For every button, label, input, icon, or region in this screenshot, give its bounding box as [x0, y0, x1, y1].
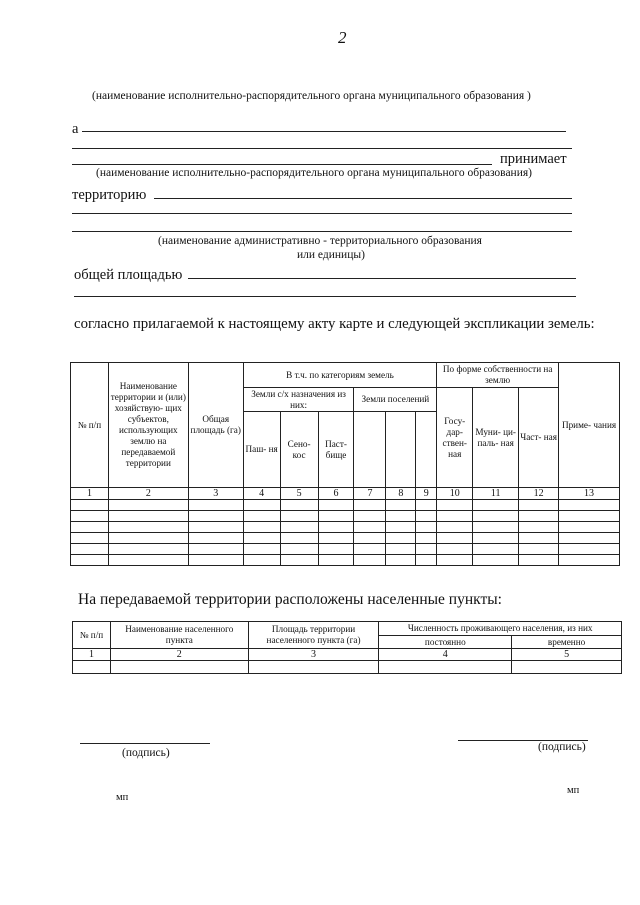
col-header-arable: Паш- ня [243, 412, 280, 488]
col-header-name: Наименование территории и (или) хозяйствую- щих субъектов, использующих землю на передаваемой территории [108, 363, 188, 488]
receiving-body-input-line-3[interactable] [72, 164, 492, 165]
executive-body-caption-1: (наименование исполнительно-распорядительного органа муниципального образования ) [92, 90, 531, 102]
col-header-private: Част- ная [519, 388, 559, 488]
executive-body-caption-2: (наименование исполнительно-распорядительного органа муниципального образования) [96, 167, 532, 179]
col-header-settl-2 [386, 412, 416, 488]
col-header-pasture: Паст- бище [318, 412, 354, 488]
column-number: 5 [512, 649, 622, 661]
settl-col-header-temporary: временно [512, 636, 622, 649]
area-input-line-1[interactable] [188, 278, 576, 279]
table-row [71, 500, 620, 511]
table-row [71, 511, 620, 522]
settl-col-header-name: Наименование населенного пункта [110, 622, 248, 649]
settlements-table [72, 621, 622, 674]
column-number: 6 [318, 488, 354, 500]
column-number: 4 [379, 649, 512, 661]
territory-input-line-1[interactable] [154, 198, 572, 199]
group-header-by-ownership: По форме собственности на землю [437, 363, 559, 388]
left-signature-label: (подпись) [122, 747, 170, 759]
area-label: общей площадью [74, 267, 183, 283]
col-header-no: № п/п [71, 363, 109, 488]
receiving-body-input-line-1[interactable] [82, 131, 566, 132]
right-signature-label: (подпись) [538, 741, 586, 753]
settl-col-header-permanent: постоянно [379, 636, 512, 649]
settlements-heading: На передаваемой территории расположены населенные пункты: [78, 591, 502, 608]
table-row [71, 544, 620, 555]
col-header-settl-3 [416, 412, 437, 488]
area-input-line-2[interactable] [74, 296, 576, 297]
settl-col-header-no: № п/п [73, 622, 111, 649]
column-number: 2 [108, 488, 188, 500]
column-number: 2 [110, 649, 248, 661]
territory-input-line-3[interactable] [72, 231, 572, 232]
column-number: 11 [473, 488, 519, 500]
explication-table [70, 362, 620, 566]
table-row [71, 533, 620, 544]
column-number: 3 [248, 649, 379, 661]
table-row [71, 555, 620, 566]
a-label: а [72, 121, 79, 137]
column-number: 1 [71, 488, 109, 500]
column-number: 12 [519, 488, 559, 500]
column-number: 5 [280, 488, 318, 500]
column-number: 8 [386, 488, 416, 500]
column-number: 1 [73, 649, 111, 661]
subgroup-header-settlements: Земли поселений [354, 388, 437, 412]
col-header-notes: Приме- чания [559, 363, 620, 488]
explication-intro: согласно прилагаемой к настоящему акту карте и следующей экспликации земель: [74, 316, 595, 332]
left-seal-placeholder: мп [116, 792, 129, 803]
territory-label: территорию [72, 187, 147, 203]
subgroup-header-agri: Земли с/х назначения из них: [243, 388, 354, 412]
column-number: 3 [188, 488, 243, 500]
col-header-total-area: Общая площадь (га) [188, 363, 243, 488]
column-number: 13 [559, 488, 620, 500]
col-header-settl-1 [354, 412, 386, 488]
page-number: 2 [338, 28, 347, 47]
table-row [73, 661, 622, 674]
column-number: 7 [354, 488, 386, 500]
receiving-body-input-line-2[interactable] [72, 148, 572, 149]
table-row [71, 522, 620, 533]
group-header-by-category: В т.ч. по категориям земель [243, 363, 437, 388]
territory-input-line-2[interactable] [72, 213, 572, 214]
right-seal-placeholder: мп [567, 785, 580, 796]
column-number: 9 [416, 488, 437, 500]
col-header-municipal: Муни- ци- паль- ная [473, 388, 519, 488]
left-signature-line[interactable] [80, 743, 210, 744]
accepts-label: принимает [500, 151, 567, 167]
settl-col-header-area: Площадь территории населенного пункта (га) [248, 622, 379, 649]
column-number: 10 [437, 488, 473, 500]
column-number: 4 [243, 488, 280, 500]
col-header-state: Госу- дар- ствен- ная [437, 388, 473, 488]
admin-unit-caption-line-2: или единицы) [297, 249, 365, 261]
settl-col-header-population: Численность проживающего населения, из них [379, 622, 622, 636]
col-header-hay: Сено- кос [280, 412, 318, 488]
admin-unit-caption-line-1: (наименование административно - территориального образования [158, 235, 482, 247]
